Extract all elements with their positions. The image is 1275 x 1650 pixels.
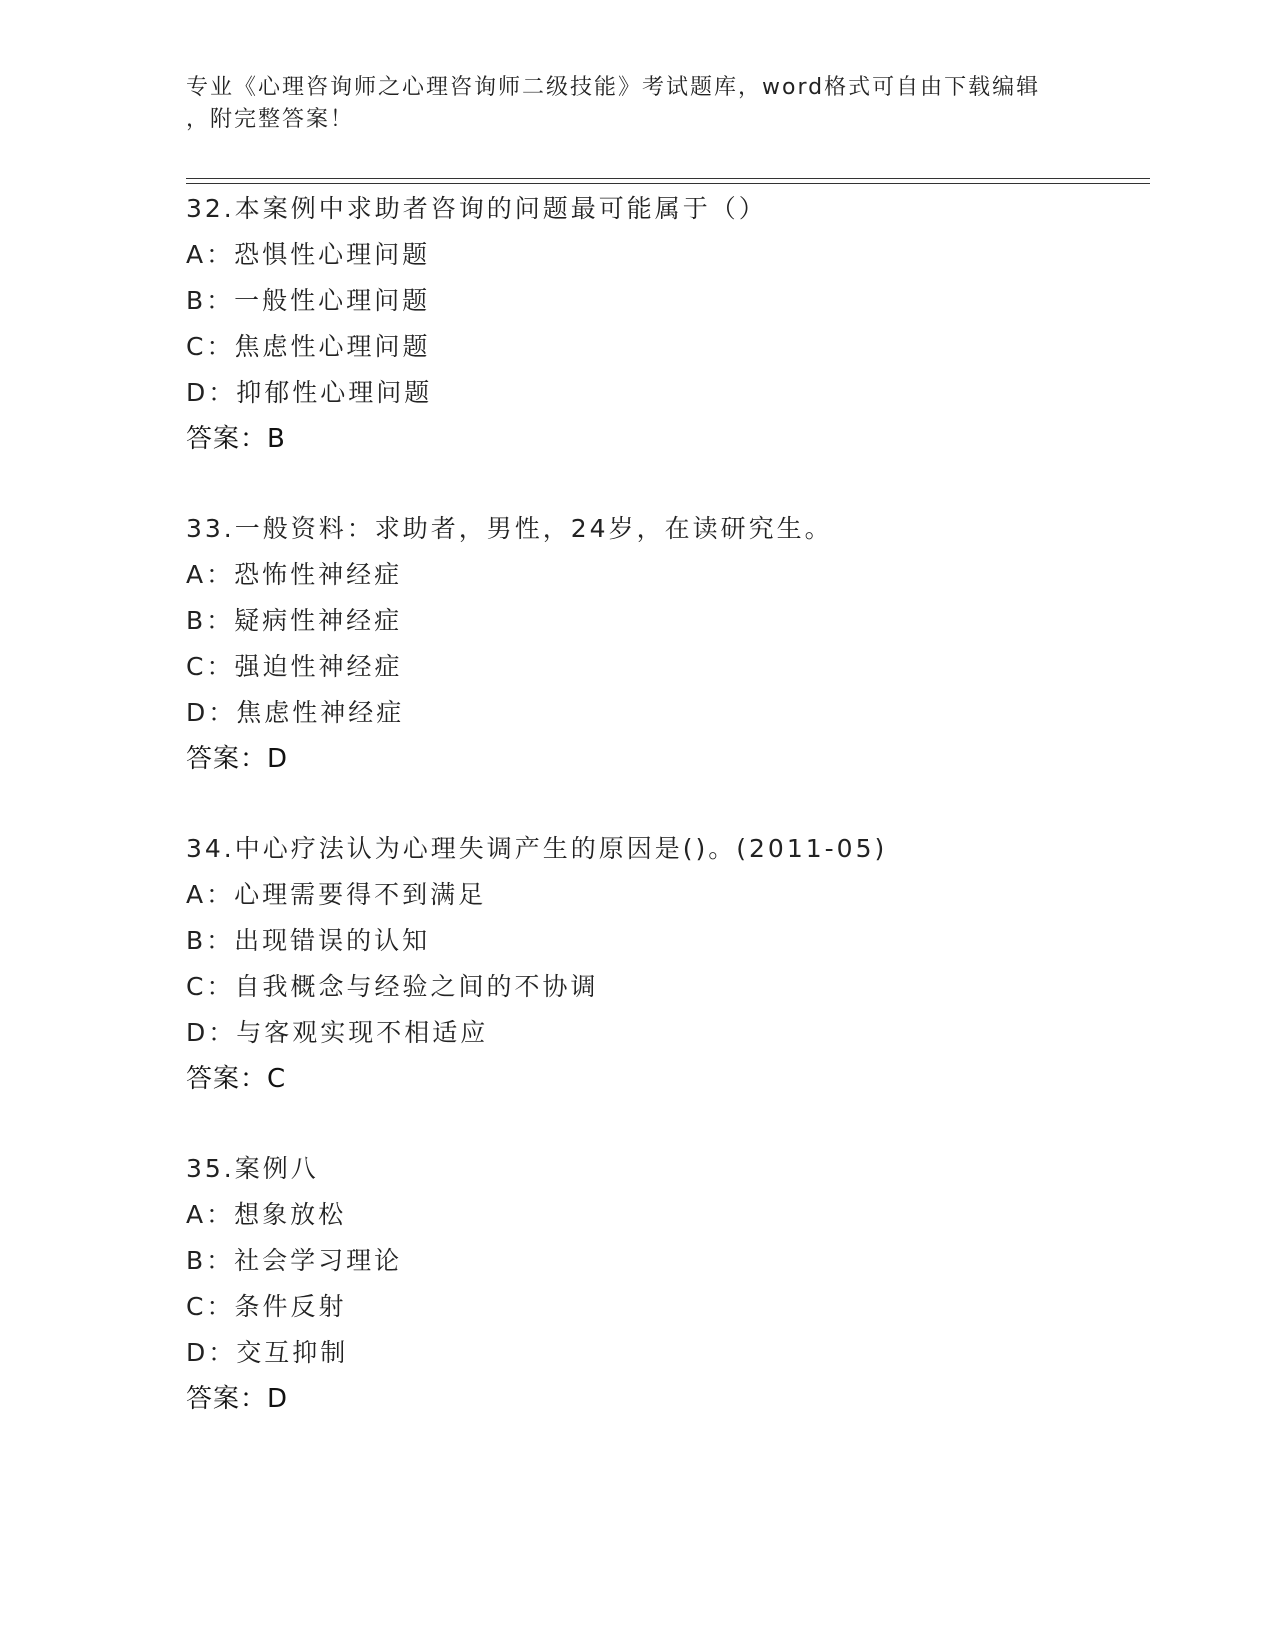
answer-line: 答案：B	[186, 424, 286, 454]
question-stem: 33.一般资料：求助者，男性，24岁，在读研究生。	[186, 514, 833, 543]
option-c: C：自我概念与经验之间的不协调	[186, 972, 599, 1001]
question-block	[186, 186, 1146, 462]
option-c: C：强迫性神经症	[186, 652, 403, 681]
option-a: A：心理需要得不到满足	[186, 880, 487, 909]
header-line-2: ，附完整答案！	[186, 107, 355, 132]
answer-line: 答案：C	[186, 1064, 287, 1094]
option-b: B：一般性心理问题	[186, 286, 431, 315]
option-d: D：焦虑性神经症	[186, 698, 405, 727]
option-b: B：出现错误的认知	[186, 926, 431, 955]
question-stem: 35.案例八	[186, 1154, 319, 1183]
option-c: C：焦虑性心理问题	[186, 332, 431, 361]
question-block	[186, 506, 1146, 782]
header-divider-top	[186, 178, 1150, 179]
question-block	[186, 1146, 1146, 1422]
question-stem: 34.中心疗法认为心理失调产生的原因是()。(2011-05)	[186, 834, 888, 863]
question-block	[186, 826, 1146, 1102]
question-stem: 32.本案例中求助者咨询的问题最可能属于（）	[186, 194, 767, 223]
header-divider-bottom	[186, 183, 1150, 184]
answer-line: 答案：D	[186, 744, 289, 774]
option-a: A：想象放松	[186, 1200, 347, 1229]
header-line-1: 专业《心理咨询师之心理咨询师二级技能》考试题库，word格式可自由下载编辑	[186, 75, 1041, 100]
option-b: B：疑病性神经症	[186, 606, 403, 635]
option-a: A：恐惧性心理问题	[186, 240, 431, 269]
option-a: A：恐怖性神经症	[186, 560, 403, 589]
option-b: B：社会学习理论	[186, 1246, 403, 1275]
answer-line: 答案：D	[186, 1384, 289, 1414]
option-c: C：条件反射	[186, 1292, 347, 1321]
option-d: D：与客观实现不相适应	[186, 1018, 489, 1047]
document-header	[186, 72, 1086, 136]
option-d: D：交互抑制	[186, 1338, 349, 1367]
option-d: D：抑郁性心理问题	[186, 378, 433, 407]
